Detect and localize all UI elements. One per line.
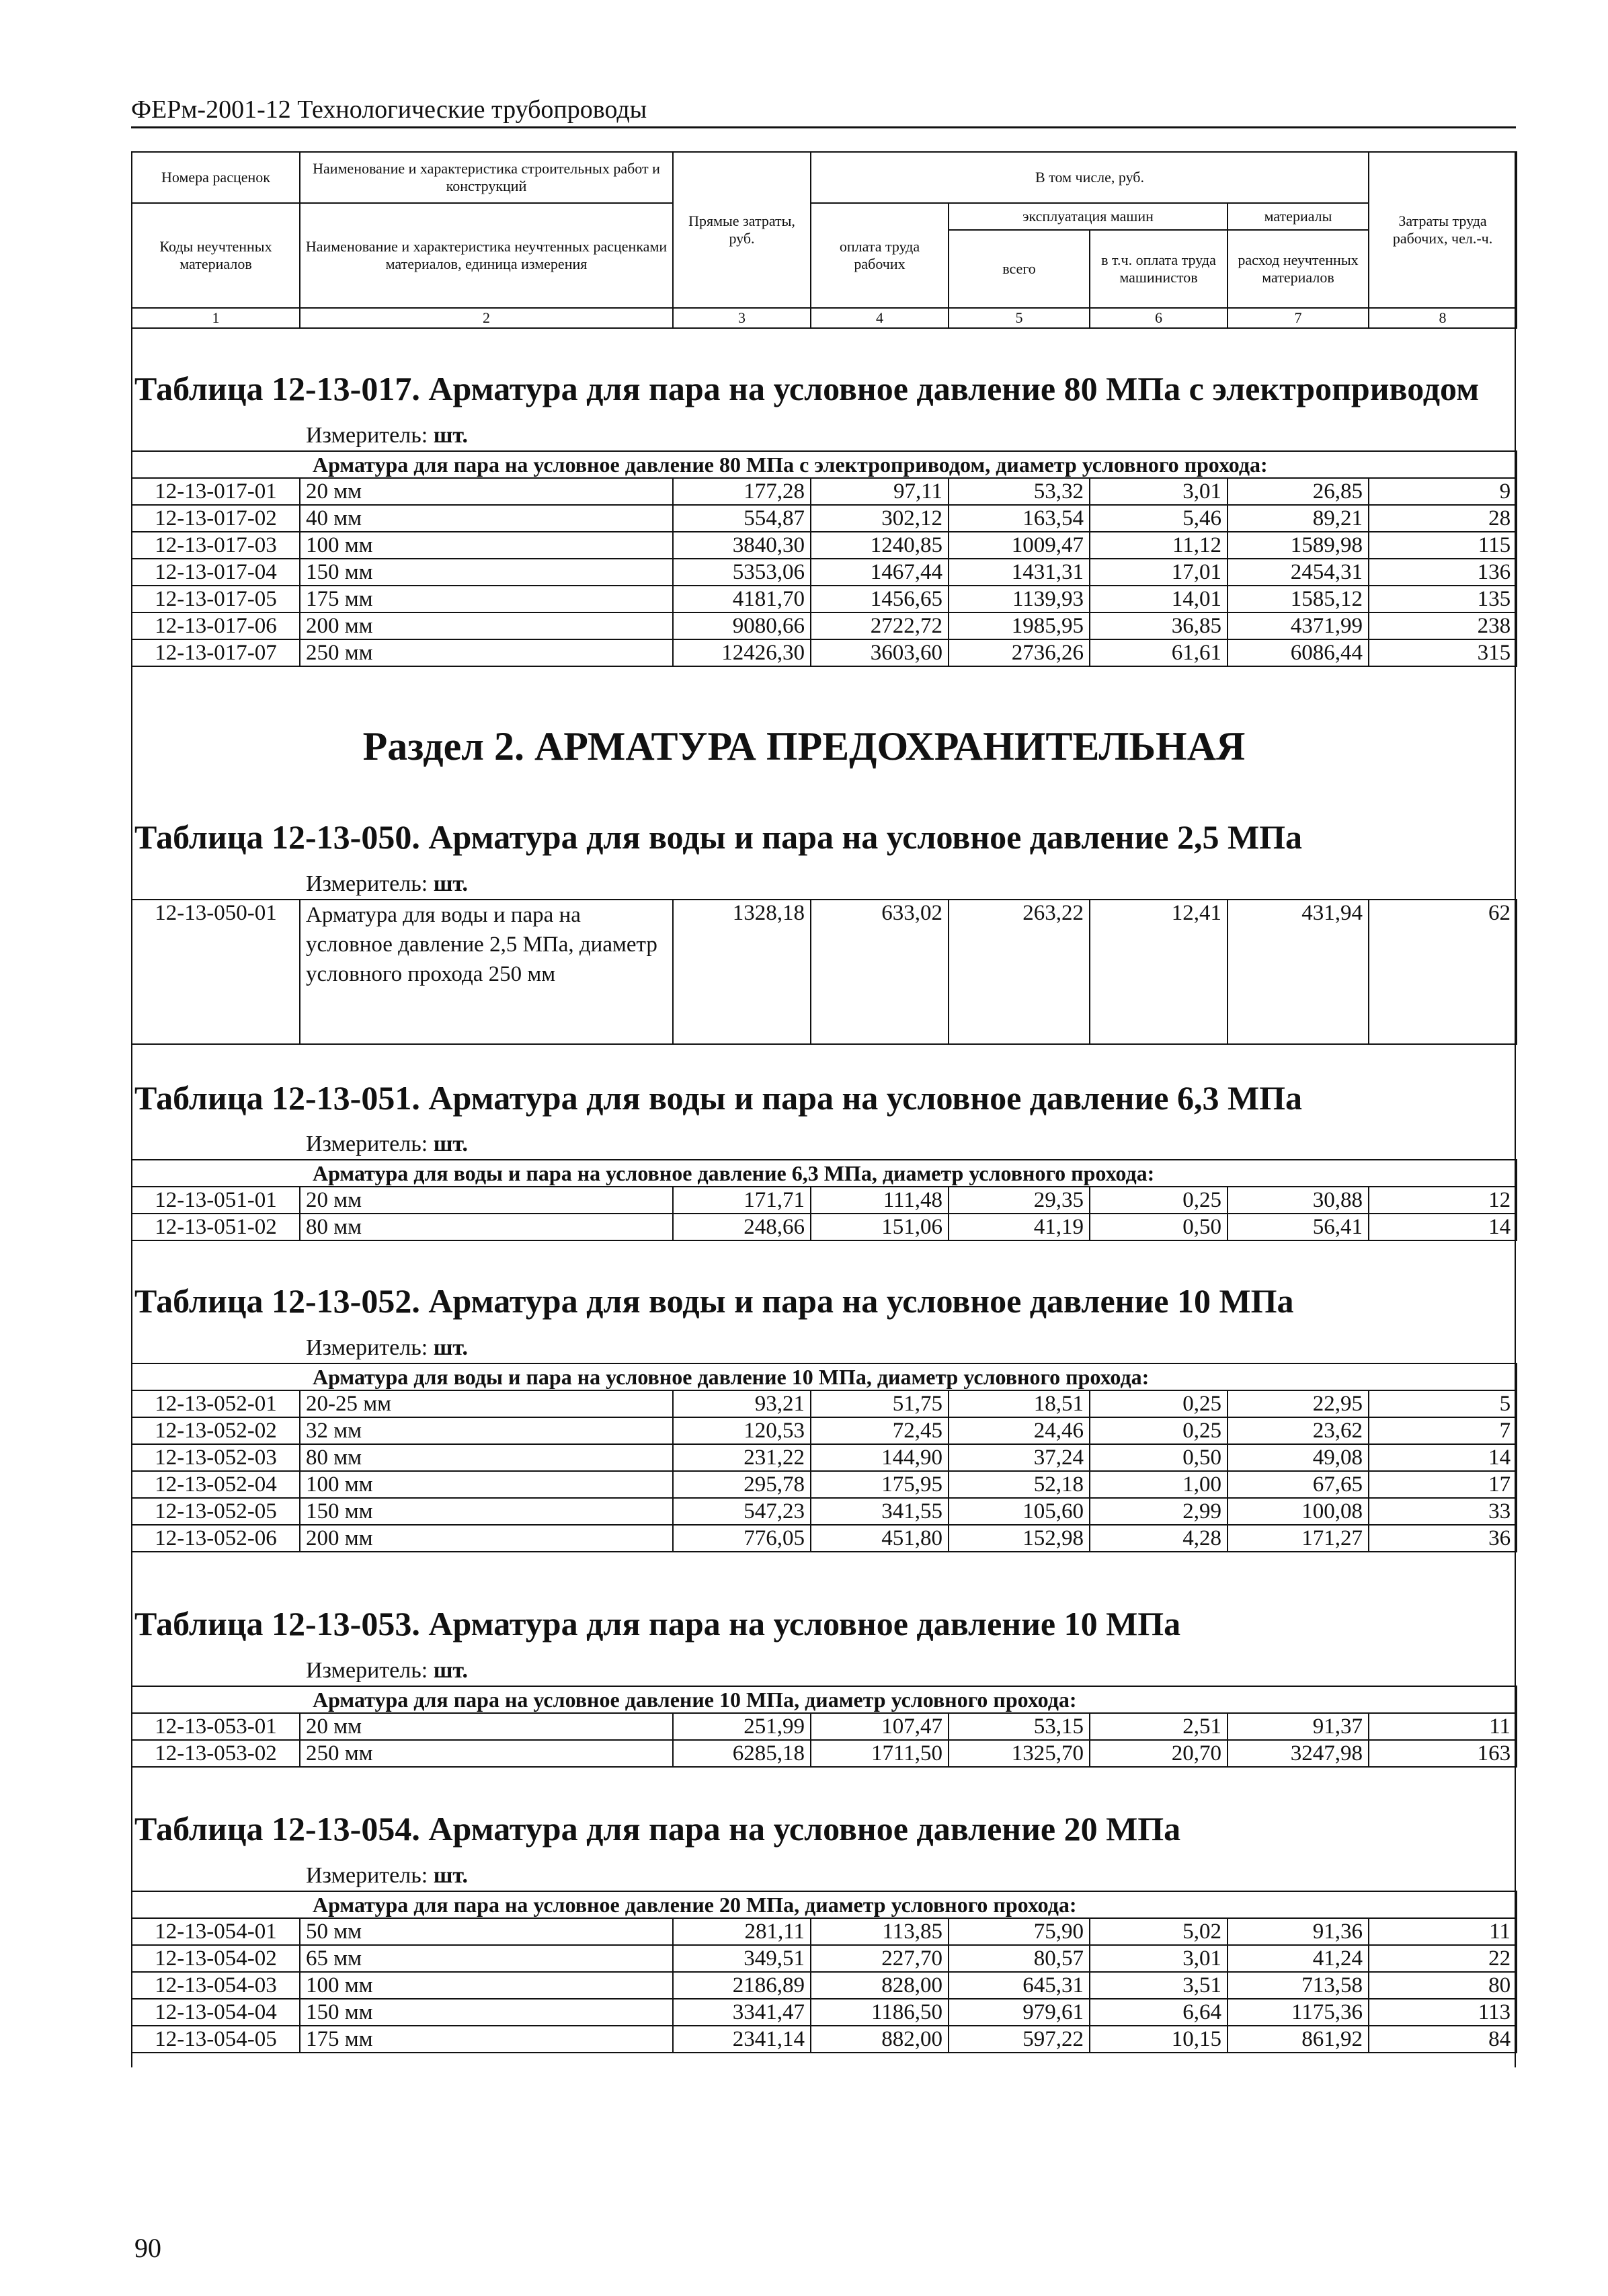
table-row bbox=[132, 1187, 1517, 1214]
col-number: 6 bbox=[1090, 308, 1228, 328]
labor-pay: 107,47 bbox=[811, 1713, 949, 1740]
machinists-pay: 0,25 bbox=[1090, 1417, 1228, 1444]
labor-hours: 315 bbox=[1369, 639, 1517, 666]
work-size: 175 мм bbox=[300, 586, 673, 612]
rate-code: 12-13-017-06 bbox=[132, 612, 300, 639]
labor-hours: 113 bbox=[1369, 1999, 1517, 2026]
col5-header: всего bbox=[949, 230, 1090, 308]
rate-code: 12-13-051-01 bbox=[132, 1187, 300, 1214]
direct-costs: 251,99 bbox=[673, 1713, 811, 1740]
rate-code: 12-13-017-02 bbox=[132, 505, 300, 532]
direct-costs: 349,51 bbox=[673, 1945, 811, 1972]
measure-unit-053: Измеритель: шт. bbox=[306, 1658, 469, 1683]
table-row bbox=[132, 612, 1517, 639]
work-size: 20 мм bbox=[300, 1713, 673, 1740]
table-title-051: Таблица 12-13-051. Арматура для воды и пара на условное давление 6,3 МПа bbox=[134, 1079, 1303, 1117]
direct-costs: 2341,14 bbox=[673, 2026, 811, 2053]
materials: 861,92 bbox=[1228, 2026, 1369, 2053]
materials: 23,62 bbox=[1228, 1417, 1369, 1444]
materials: 56,41 bbox=[1228, 1214, 1369, 1240]
machinists-pay: 17,01 bbox=[1090, 559, 1228, 586]
col1-header-top: Номера расценок bbox=[132, 152, 300, 203]
labor-hours: 22 bbox=[1369, 1945, 1517, 1972]
materials: 171,27 bbox=[1228, 1525, 1369, 1552]
table-row bbox=[132, 1972, 1517, 1999]
col2-header-top: Наименование и характеристика строительных работ и конструкций bbox=[300, 152, 673, 203]
measure-unit-052: Измеритель: шт. bbox=[306, 1335, 469, 1360]
machines-total: 1985,95 bbox=[949, 612, 1090, 639]
labor-hours: 11 bbox=[1369, 1713, 1517, 1740]
materials: 713,58 bbox=[1228, 1972, 1369, 1999]
machinists-pay: 4,28 bbox=[1090, 1525, 1228, 1552]
work-size: 100 мм bbox=[300, 1471, 673, 1498]
rate-code: 12-13-050-01 bbox=[132, 900, 300, 1044]
table-row bbox=[132, 639, 1517, 666]
table-row bbox=[132, 505, 1517, 532]
col-number: 1 bbox=[132, 308, 300, 328]
rates-table-050 bbox=[131, 899, 1517, 1045]
labor-pay: 1456,65 bbox=[811, 586, 949, 612]
machines-total: 52,18 bbox=[949, 1471, 1090, 1498]
direct-costs: 171,71 bbox=[673, 1187, 811, 1214]
rate-code: 12-13-052-05 bbox=[132, 1498, 300, 1525]
measure-unit-050: Измеритель: шт. bbox=[306, 871, 469, 896]
group-label: Арматура для воды и пара на условное давление 10 МПа, диаметр условного прохода: bbox=[132, 1363, 1517, 1390]
machinists-pay: 36,85 bbox=[1090, 612, 1228, 639]
work-size: 175 мм bbox=[300, 2026, 673, 2053]
col-number: 2 bbox=[300, 308, 673, 328]
direct-costs: 2186,89 bbox=[673, 1972, 811, 1999]
machines-total: 1009,47 bbox=[949, 532, 1090, 559]
machinists-pay: 0,50 bbox=[1090, 1444, 1228, 1471]
materials-header: материалы bbox=[1228, 203, 1369, 230]
machinists-pay: 2,51 bbox=[1090, 1713, 1228, 1740]
work-size: 40 мм bbox=[300, 505, 673, 532]
direct-costs: 93,21 bbox=[673, 1390, 811, 1417]
materials: 30,88 bbox=[1228, 1187, 1369, 1214]
rate-code: 12-13-017-04 bbox=[132, 559, 300, 586]
labor-hours: 28 bbox=[1369, 505, 1517, 532]
materials: 41,24 bbox=[1228, 1945, 1369, 1972]
materials: 3247,98 bbox=[1228, 1740, 1369, 1767]
work-size: 150 мм bbox=[300, 1498, 673, 1525]
machinists-pay: 20,70 bbox=[1090, 1740, 1228, 1767]
machines-total: 1431,31 bbox=[949, 559, 1090, 586]
col-number: 7 bbox=[1228, 308, 1369, 328]
labor-pay: 341,55 bbox=[811, 1498, 949, 1525]
materials: 2454,31 bbox=[1228, 559, 1369, 586]
rate-code: 12-13-052-02 bbox=[132, 1417, 300, 1444]
labor-pay: 151,06 bbox=[811, 1214, 949, 1240]
machines-total: 645,31 bbox=[949, 1972, 1090, 1999]
table-row bbox=[132, 1498, 1517, 1525]
labor-pay: 1711,50 bbox=[811, 1740, 949, 1767]
measure-unit-054: Измеритель: шт. bbox=[306, 1863, 469, 1888]
table-row bbox=[132, 1740, 1517, 1767]
rate-code: 12-13-052-04 bbox=[132, 1471, 300, 1498]
work-size: 20 мм bbox=[300, 478, 673, 505]
labor-pay: 302,12 bbox=[811, 505, 949, 532]
machinists-pay: 14,01 bbox=[1090, 586, 1228, 612]
measure-unit-017: Измеритель: шт. bbox=[306, 423, 469, 448]
col-number: 8 bbox=[1369, 308, 1517, 328]
machines-total: 263,22 bbox=[949, 900, 1090, 1044]
machines-total: 80,57 bbox=[949, 1945, 1090, 1972]
col-number: 3 bbox=[673, 308, 811, 328]
table-row bbox=[132, 559, 1517, 586]
direct-costs: 1328,18 bbox=[673, 900, 811, 1044]
materials: 4371,99 bbox=[1228, 612, 1369, 639]
rate-code: 12-13-017-05 bbox=[132, 586, 300, 612]
work-size: 32 мм bbox=[300, 1417, 673, 1444]
machines-total: 53,15 bbox=[949, 1713, 1090, 1740]
machines-total: 75,90 bbox=[949, 1918, 1090, 1945]
labor-hours: 9 bbox=[1369, 478, 1517, 505]
table-row bbox=[132, 1999, 1517, 2026]
labor-pay: 633,02 bbox=[811, 900, 949, 1044]
table-row bbox=[132, 1390, 1517, 1417]
measure-unit-051: Измеритель: шт. bbox=[306, 1132, 469, 1156]
rate-code: 12-13-054-05 bbox=[132, 2026, 300, 2053]
direct-costs: 554,87 bbox=[673, 505, 811, 532]
labor-hours: 135 bbox=[1369, 586, 1517, 612]
machinists-pay: 12,41 bbox=[1090, 900, 1228, 1044]
direct-costs: 281,11 bbox=[673, 1918, 811, 1945]
direct-costs: 9080,66 bbox=[673, 612, 811, 639]
direct-costs: 3341,47 bbox=[673, 1999, 811, 2026]
table-row bbox=[132, 1918, 1517, 1945]
labor-pay: 451,80 bbox=[811, 1525, 949, 1552]
materials: 22,95 bbox=[1228, 1390, 1369, 1417]
page-number: 90 bbox=[134, 2233, 161, 2263]
materials: 89,21 bbox=[1228, 505, 1369, 532]
group-label: Арматура для пара на условное давление 20 МПа, диаметр условного прохода: bbox=[132, 1891, 1517, 1918]
machinists-pay: 3,01 bbox=[1090, 1945, 1228, 1972]
materials: 91,36 bbox=[1228, 1918, 1369, 1945]
col3-header: Прямые затраты, руб. bbox=[673, 152, 811, 308]
labor-hours: 36 bbox=[1369, 1525, 1517, 1552]
direct-costs: 6285,18 bbox=[673, 1740, 811, 1767]
materials: 6086,44 bbox=[1228, 639, 1369, 666]
rate-description: Арматура для воды и пара на условное давление 2,5 МПа, диаметр условного прохода 250 мм bbox=[300, 900, 673, 1044]
materials: 1175,36 bbox=[1228, 1999, 1369, 2026]
machines-total: 18,51 bbox=[949, 1390, 1090, 1417]
direct-costs: 547,23 bbox=[673, 1498, 811, 1525]
direct-costs: 120,53 bbox=[673, 1417, 811, 1444]
table-row bbox=[132, 532, 1517, 559]
section-heading: Раздел 2. АРМАТУРА ПРЕДОХРАНИТЕЛЬНАЯ bbox=[362, 724, 1246, 768]
direct-costs: 12426,30 bbox=[673, 639, 811, 666]
work-size: 250 мм bbox=[300, 1740, 673, 1767]
labor-hours: 163 bbox=[1369, 1740, 1517, 1767]
machinists-pay: 0,25 bbox=[1090, 1390, 1228, 1417]
rate-code: 12-13-052-01 bbox=[132, 1390, 300, 1417]
table-row bbox=[132, 1471, 1517, 1498]
rates-table-054 bbox=[131, 1891, 1517, 2053]
machinists-pay: 11,12 bbox=[1090, 532, 1228, 559]
labor-hours: 12 bbox=[1369, 1187, 1517, 1214]
machines-total: 1139,93 bbox=[949, 586, 1090, 612]
machines-total: 53,32 bbox=[949, 478, 1090, 505]
table-title-052: Таблица 12-13-052. Арматура для воды и пара на условное давление 10 МПа bbox=[134, 1282, 1294, 1320]
machines-total: 1325,70 bbox=[949, 1740, 1090, 1767]
table-row bbox=[132, 1214, 1517, 1240]
labor-hours: 11 bbox=[1369, 1918, 1517, 1945]
labor-hours: 14 bbox=[1369, 1214, 1517, 1240]
labor-hours: 238 bbox=[1369, 612, 1517, 639]
direct-costs: 776,05 bbox=[673, 1525, 811, 1552]
work-size: 65 мм bbox=[300, 1945, 673, 1972]
labor-pay: 97,11 bbox=[811, 478, 949, 505]
labor-pay: 2722,72 bbox=[811, 612, 949, 639]
machines-total: 37,24 bbox=[949, 1444, 1090, 1471]
table-row bbox=[132, 1417, 1517, 1444]
machines-total: 105,60 bbox=[949, 1498, 1090, 1525]
machines-total: 979,61 bbox=[949, 1999, 1090, 2026]
machinists-pay: 61,61 bbox=[1090, 639, 1228, 666]
labor-hours: 14 bbox=[1369, 1444, 1517, 1471]
direct-costs: 3840,30 bbox=[673, 532, 811, 559]
rates-table-053 bbox=[131, 1686, 1517, 1768]
labor-hours: 7 bbox=[1369, 1417, 1517, 1444]
labor-hours: 115 bbox=[1369, 532, 1517, 559]
work-size: 100 мм bbox=[300, 532, 673, 559]
machinists-pay: 5,02 bbox=[1090, 1918, 1228, 1945]
labor-hours: 17 bbox=[1369, 1471, 1517, 1498]
col-number: 4 bbox=[811, 308, 949, 328]
col7-header: расход неучтенных материалов bbox=[1228, 230, 1369, 308]
machines-total: 24,46 bbox=[949, 1417, 1090, 1444]
table-title-053: Таблица 12-13-053. Арматура для пара на условное давление 10 МПа bbox=[134, 1605, 1181, 1642]
machines-total: 29,35 bbox=[949, 1187, 1090, 1214]
work-size: 250 мм bbox=[300, 639, 673, 666]
labor-pay: 72,45 bbox=[811, 1417, 949, 1444]
work-size: 200 мм bbox=[300, 612, 673, 639]
direct-costs: 5353,06 bbox=[673, 559, 811, 586]
materials: 26,85 bbox=[1228, 478, 1369, 505]
direct-costs: 177,28 bbox=[673, 478, 811, 505]
direct-costs: 231,22 bbox=[673, 1444, 811, 1471]
labor-pay: 227,70 bbox=[811, 1945, 949, 1972]
work-size: 80 мм bbox=[300, 1444, 673, 1471]
table-title-050: Таблица 12-13-050. Арматура для воды и пара на условное давление 2,5 МПа bbox=[134, 818, 1303, 856]
machines-total: 152,98 bbox=[949, 1525, 1090, 1552]
document-title: ФЕРм-2001-12 Технологические трубопроводы bbox=[131, 94, 1516, 128]
direct-costs: 4181,70 bbox=[673, 586, 811, 612]
rate-code: 12-13-054-04 bbox=[132, 1999, 300, 2026]
work-size: 200 мм bbox=[300, 1525, 673, 1552]
labor-hours: 33 bbox=[1369, 1498, 1517, 1525]
rate-code: 12-13-017-03 bbox=[132, 532, 300, 559]
materials: 1589,98 bbox=[1228, 532, 1369, 559]
table-row bbox=[132, 2026, 1517, 2053]
table-row bbox=[132, 1525, 1517, 1552]
labor-hours: 136 bbox=[1369, 559, 1517, 586]
labor-hours: 84 bbox=[1369, 2026, 1517, 2053]
rates-table-051 bbox=[131, 1159, 1517, 1241]
machines-total: 163,54 bbox=[949, 505, 1090, 532]
machines-total: 41,19 bbox=[949, 1214, 1090, 1240]
machines-header: эксплуатация машин bbox=[949, 203, 1228, 230]
labor-pay: 3603,60 bbox=[811, 639, 949, 666]
rate-code: 12-13-017-01 bbox=[132, 478, 300, 505]
materials: 1585,12 bbox=[1228, 586, 1369, 612]
materials: 67,65 bbox=[1228, 1471, 1369, 1498]
machinists-pay: 5,46 bbox=[1090, 505, 1228, 532]
machinists-pay: 1,00 bbox=[1090, 1471, 1228, 1498]
work-size: 50 мм bbox=[300, 1918, 673, 1945]
machinists-pay: 2,99 bbox=[1090, 1498, 1228, 1525]
labor-pay: 828,00 bbox=[811, 1972, 949, 1999]
rate-code: 12-13-054-01 bbox=[132, 1918, 300, 1945]
machines-total: 597,22 bbox=[949, 2026, 1090, 2053]
labor-pay: 144,90 bbox=[811, 1444, 949, 1471]
group-label: Арматура для пара на условное давление 10 МПа, диаметр условного прохода: bbox=[132, 1686, 1517, 1713]
col8-header: Затраты труда рабочих, чел.-ч. bbox=[1369, 152, 1517, 308]
materials: 49,08 bbox=[1228, 1444, 1369, 1471]
table-row bbox=[132, 900, 1517, 1044]
labor-pay: 1186,50 bbox=[811, 1999, 949, 2026]
labor-pay: 175,95 bbox=[811, 1471, 949, 1498]
rate-code: 12-13-054-03 bbox=[132, 1972, 300, 1999]
rate-code: 12-13-051-02 bbox=[132, 1214, 300, 1240]
table-row bbox=[132, 1945, 1517, 1972]
included-header: В том числе, руб. bbox=[811, 152, 1369, 203]
rate-code: 12-13-017-07 bbox=[132, 639, 300, 666]
work-size: 150 мм bbox=[300, 1999, 673, 2026]
col-number: 5 bbox=[949, 308, 1090, 328]
machinists-pay: 0,25 bbox=[1090, 1187, 1228, 1214]
machinists-pay: 3,51 bbox=[1090, 1972, 1228, 1999]
rates-table-017 bbox=[131, 450, 1517, 667]
group-label: Арматура для пара на условное давление 80 МПа с электроприводом, диаметр условного прохода: bbox=[132, 451, 1517, 478]
work-size: 150 мм bbox=[300, 559, 673, 586]
rate-code: 12-13-052-06 bbox=[132, 1525, 300, 1552]
direct-costs: 295,78 bbox=[673, 1471, 811, 1498]
table-row bbox=[132, 478, 1517, 505]
machines-total: 2736,26 bbox=[949, 639, 1090, 666]
machinists-pay: 10,15 bbox=[1090, 2026, 1228, 2053]
labor-pay: 1240,85 bbox=[811, 532, 949, 559]
materials: 431,94 bbox=[1228, 900, 1369, 1044]
labor-pay: 882,00 bbox=[811, 2026, 949, 2053]
materials: 91,37 bbox=[1228, 1713, 1369, 1740]
machinists-pay: 0,50 bbox=[1090, 1214, 1228, 1240]
col6-header: в т.ч. оплата труда машинистов bbox=[1090, 230, 1228, 308]
work-size: 100 мм bbox=[300, 1972, 673, 1999]
labor-pay: 51,75 bbox=[811, 1390, 949, 1417]
column-header-table bbox=[131, 151, 1517, 329]
table-row bbox=[132, 1444, 1517, 1471]
work-size: 20 мм bbox=[300, 1187, 673, 1214]
table-title-054: Таблица 12-13-054. Арматура для пара на условное давление 20 МПа bbox=[134, 1810, 1181, 1848]
col1-header-bottom: Коды неучтенных материалов bbox=[132, 203, 300, 308]
materials: 100,08 bbox=[1228, 1498, 1369, 1525]
labor-hours: 5 bbox=[1369, 1390, 1517, 1417]
col2-header-bottom: Наименование и характеристика неучтенных расценками материалов, единица измерения bbox=[300, 203, 673, 308]
group-label: Арматура для воды и пара на условное давление 6,3 МПа, диаметр условного прохода: bbox=[132, 1160, 1517, 1187]
col4-header: оплата труда рабочих bbox=[811, 203, 949, 308]
labor-hours: 80 bbox=[1369, 1972, 1517, 1999]
rate-code: 12-13-054-02 bbox=[132, 1945, 300, 1972]
rate-code: 12-13-052-03 bbox=[132, 1444, 300, 1471]
table-row bbox=[132, 1713, 1517, 1740]
labor-pay: 113,85 bbox=[811, 1918, 949, 1945]
machinists-pay: 6,64 bbox=[1090, 1999, 1228, 2026]
labor-hours: 62 bbox=[1369, 900, 1517, 1044]
direct-costs: 248,66 bbox=[673, 1214, 811, 1240]
table-row bbox=[132, 586, 1517, 612]
labor-pay: 1467,44 bbox=[811, 559, 949, 586]
labor-pay: 111,48 bbox=[811, 1187, 949, 1214]
rate-code: 12-13-053-02 bbox=[132, 1740, 300, 1767]
work-size: 20-25 мм bbox=[300, 1390, 673, 1417]
machinists-pay: 3,01 bbox=[1090, 478, 1228, 505]
rate-code: 12-13-053-01 bbox=[132, 1713, 300, 1740]
work-size: 80 мм bbox=[300, 1214, 673, 1240]
rates-table-052 bbox=[131, 1363, 1517, 1552]
table-title-017: Таблица 12-13-017. Арматура для пара на условное давление 80 МПа с электроприводом bbox=[134, 370, 1480, 407]
